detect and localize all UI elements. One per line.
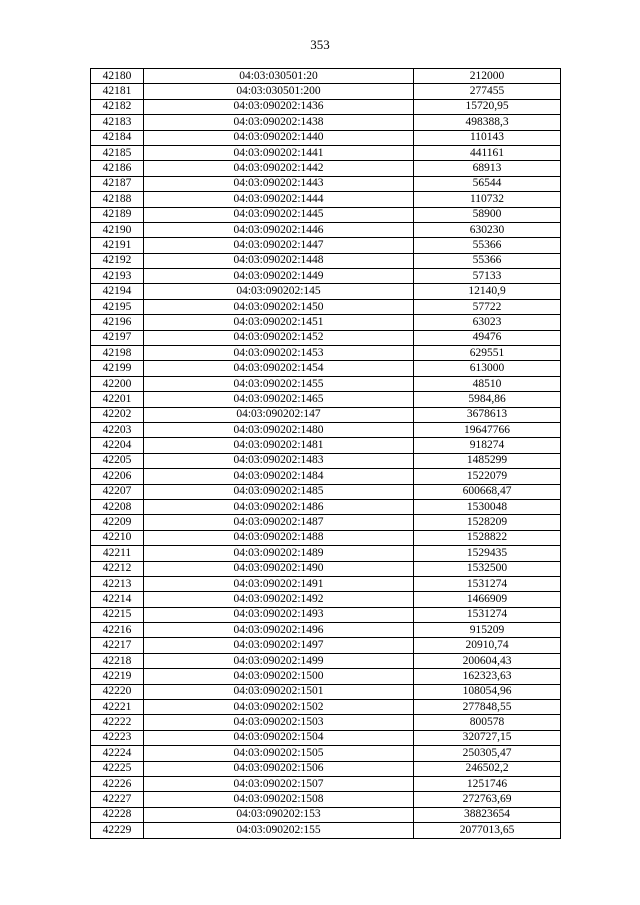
value-cell: 110143 (414, 130, 561, 145)
row-number-cell: 42195 (91, 299, 144, 314)
cadastral-number-cell: 04:03:090202:1501 (144, 684, 414, 699)
row-number-cell: 42182 (91, 99, 144, 114)
value-cell: 1528822 (414, 530, 561, 545)
cadastral-number-cell: 04:03:090202:1491 (144, 576, 414, 591)
value-cell: 1531274 (414, 607, 561, 622)
table-row (91, 299, 561, 314)
table-row (91, 192, 561, 207)
value-cell: 1532500 (414, 561, 561, 576)
row-number-cell: 42219 (91, 669, 144, 684)
row-number-cell: 42220 (91, 684, 144, 699)
value-cell: 2077013,65 (414, 823, 561, 838)
row-number-cell: 42222 (91, 715, 144, 730)
value-cell: 55366 (414, 253, 561, 268)
cadastral-number-cell: 04:03:090202:1489 (144, 546, 414, 561)
table-row (91, 638, 561, 653)
cadastral-number-cell: 04:03:090202:1503 (144, 715, 414, 730)
cadastral-number-cell: 04:03:090202:1448 (144, 253, 414, 268)
table-row (91, 376, 561, 391)
cadastral-number-cell: 04:03:090202:1446 (144, 222, 414, 237)
row-number-cell: 42194 (91, 284, 144, 299)
table-row (91, 592, 561, 607)
table-row (91, 623, 561, 638)
value-cell: 162323,63 (414, 669, 561, 684)
row-number-cell: 42191 (91, 238, 144, 253)
cadastral-number-cell: 04:03:090202:1502 (144, 700, 414, 715)
register-table-body (91, 69, 561, 839)
table-row (91, 253, 561, 268)
row-number-cell: 42197 (91, 330, 144, 345)
table-row (91, 238, 561, 253)
value-cell: 1528209 (414, 515, 561, 530)
row-number-cell: 42207 (91, 484, 144, 499)
table-row (91, 607, 561, 622)
value-cell: 212000 (414, 69, 561, 84)
row-number-cell: 42210 (91, 530, 144, 545)
value-cell: 63023 (414, 315, 561, 330)
row-number-cell: 42196 (91, 315, 144, 330)
table-row (91, 515, 561, 530)
row-number-cell: 42187 (91, 176, 144, 191)
value-cell: 441161 (414, 145, 561, 160)
cadastral-number-cell: 04:03:090202:1440 (144, 130, 414, 145)
table-row (91, 823, 561, 838)
value-cell: 800578 (414, 715, 561, 730)
table-row (91, 561, 561, 576)
value-cell: 1485299 (414, 453, 561, 468)
table-row (91, 453, 561, 468)
cadastral-number-cell: 04:03:090202:1487 (144, 515, 414, 530)
value-cell: 48510 (414, 376, 561, 391)
cadastral-number-cell: 04:03:030501:200 (144, 84, 414, 99)
row-number-cell: 42201 (91, 392, 144, 407)
value-cell: 15720,95 (414, 99, 561, 114)
table-row (91, 669, 561, 684)
value-cell: 68913 (414, 161, 561, 176)
value-cell: 918274 (414, 438, 561, 453)
row-number-cell: 42208 (91, 499, 144, 514)
row-number-cell: 42193 (91, 269, 144, 284)
cadastral-number-cell: 04:03:090202:1492 (144, 592, 414, 607)
cadastral-number-cell: 04:03:090202:1450 (144, 299, 414, 314)
value-cell: 1522079 (414, 469, 561, 484)
row-number-cell: 42223 (91, 730, 144, 745)
table-row (91, 176, 561, 191)
value-cell: 1529435 (414, 546, 561, 561)
row-number-cell: 42189 (91, 207, 144, 222)
value-cell: 110732 (414, 192, 561, 207)
value-cell: 49476 (414, 330, 561, 345)
value-cell: 613000 (414, 361, 561, 376)
table-row (91, 546, 561, 561)
cadastral-number-cell: 04:03:090202:1506 (144, 761, 414, 776)
table-row (91, 422, 561, 437)
row-number-cell: 42202 (91, 407, 144, 422)
value-cell: 12140,9 (414, 284, 561, 299)
cadastral-number-cell: 04:03:090202:1488 (144, 530, 414, 545)
value-cell: 55366 (414, 238, 561, 253)
cadastral-number-cell: 04:03:090202:1493 (144, 607, 414, 622)
cadastral-number-cell: 04:03:090202:1443 (144, 176, 414, 191)
row-number-cell: 42213 (91, 576, 144, 591)
cadastral-number-cell: 04:03:090202:147 (144, 407, 414, 422)
value-cell: 1530048 (414, 499, 561, 514)
cadastral-number-cell: 04:03:090202:1465 (144, 392, 414, 407)
table-row (91, 746, 561, 761)
cadastral-number-cell: 04:03:090202:1499 (144, 653, 414, 668)
row-number-cell: 42224 (91, 746, 144, 761)
value-cell: 19647766 (414, 422, 561, 437)
value-cell: 3678613 (414, 407, 561, 422)
row-number-cell: 42226 (91, 776, 144, 791)
cadastral-number-cell: 04:03:090202:153 (144, 807, 414, 822)
cadastral-number-cell: 04:03:090202:1505 (144, 746, 414, 761)
value-cell: 1466909 (414, 592, 561, 607)
cadastral-number-cell: 04:03:090202:1455 (144, 376, 414, 391)
cadastral-number-cell: 04:03:090202:1444 (144, 192, 414, 207)
cadastral-number-cell: 04:03:090202:1454 (144, 361, 414, 376)
cadastral-number-cell: 04:03:090202:1484 (144, 469, 414, 484)
value-cell: 20910,74 (414, 638, 561, 653)
cadastral-number-cell: 04:03:090202:1486 (144, 499, 414, 514)
register-table (90, 68, 561, 839)
cadastral-number-cell: 04:03:090202:1452 (144, 330, 414, 345)
table-row (91, 653, 561, 668)
table-row (91, 346, 561, 361)
row-number-cell: 42214 (91, 592, 144, 607)
value-cell: 915209 (414, 623, 561, 638)
value-cell: 629551 (414, 346, 561, 361)
row-number-cell: 42227 (91, 792, 144, 807)
row-number-cell: 42181 (91, 84, 144, 99)
row-number-cell: 42190 (91, 222, 144, 237)
cadastral-number-cell: 04:03:090202:1485 (144, 484, 414, 499)
cadastral-number-cell: 04:03:090202:1441 (144, 145, 414, 160)
row-number-cell: 42185 (91, 145, 144, 160)
table-row (91, 392, 561, 407)
value-cell: 630230 (414, 222, 561, 237)
value-cell: 277455 (414, 84, 561, 99)
row-number-cell: 42204 (91, 438, 144, 453)
cadastral-number-cell: 04:03:090202:145 (144, 284, 414, 299)
table-row (91, 407, 561, 422)
row-number-cell: 42184 (91, 130, 144, 145)
cadastral-number-cell: 04:03:090202:1480 (144, 422, 414, 437)
cadastral-number-cell: 04:03:090202:1453 (144, 346, 414, 361)
cadastral-number-cell: 04:03:090202:1497 (144, 638, 414, 653)
value-cell: 38823654 (414, 807, 561, 822)
value-cell: 56544 (414, 176, 561, 191)
table-row (91, 576, 561, 591)
table-row (91, 115, 561, 130)
table-row (91, 222, 561, 237)
table-row (91, 315, 561, 330)
row-number-cell: 42221 (91, 700, 144, 715)
value-cell: 5984,86 (414, 392, 561, 407)
value-cell: 498388,3 (414, 115, 561, 130)
table-row (91, 330, 561, 345)
value-cell: 320727,15 (414, 730, 561, 745)
table-row (91, 99, 561, 114)
table-row (91, 484, 561, 499)
table-row (91, 807, 561, 822)
cadastral-number-cell: 04:03:090202:1504 (144, 730, 414, 745)
cadastral-number-cell: 04:03:090202:1438 (144, 115, 414, 130)
table-row (91, 700, 561, 715)
table-row (91, 269, 561, 284)
row-number-cell: 42199 (91, 361, 144, 376)
cadastral-number-cell: 04:03:090202:1445 (144, 207, 414, 222)
cadastral-number-cell: 04:03:090202:1490 (144, 561, 414, 576)
value-cell: 108054,96 (414, 684, 561, 699)
table-row (91, 469, 561, 484)
table-row (91, 69, 561, 84)
row-number-cell: 42215 (91, 607, 144, 622)
value-cell: 246502,2 (414, 761, 561, 776)
row-number-cell: 42212 (91, 561, 144, 576)
row-number-cell: 42192 (91, 253, 144, 268)
cadastral-number-cell: 04:03:090202:1508 (144, 792, 414, 807)
cadastral-number-cell: 04:03:090202:1449 (144, 269, 414, 284)
row-number-cell: 42217 (91, 638, 144, 653)
table-row (91, 84, 561, 99)
value-cell: 600668,47 (414, 484, 561, 499)
table-row (91, 361, 561, 376)
cadastral-number-cell: 04:03:090202:1500 (144, 669, 414, 684)
value-cell: 250305,47 (414, 746, 561, 761)
cadastral-number-cell: 04:03:090202:155 (144, 823, 414, 838)
cadastral-number-cell: 04:03:090202:1483 (144, 453, 414, 468)
table-row (91, 792, 561, 807)
cadastral-number-cell: 04:03:090202:1481 (144, 438, 414, 453)
row-number-cell: 42225 (91, 761, 144, 776)
row-number-cell: 42186 (91, 161, 144, 176)
row-number-cell: 42198 (91, 346, 144, 361)
row-number-cell: 42206 (91, 469, 144, 484)
row-number-cell: 42216 (91, 623, 144, 638)
table-row (91, 776, 561, 791)
value-cell: 277848,55 (414, 700, 561, 715)
table-row (91, 761, 561, 776)
cadastral-number-cell: 04:03:090202:1447 (144, 238, 414, 253)
table-row (91, 284, 561, 299)
row-number-cell: 42203 (91, 422, 144, 437)
cadastral-number-cell: 04:03:090202:1507 (144, 776, 414, 791)
value-cell: 58900 (414, 207, 561, 222)
table-row (91, 207, 561, 222)
row-number-cell: 42183 (91, 115, 144, 130)
row-number-cell: 42188 (91, 192, 144, 207)
table-row (91, 684, 561, 699)
table-row (91, 438, 561, 453)
cadastral-number-cell: 04:03:090202:1496 (144, 623, 414, 638)
table-row (91, 715, 561, 730)
table-row (91, 730, 561, 745)
table-row (91, 145, 561, 160)
value-cell: 1531274 (414, 576, 561, 591)
row-number-cell: 42209 (91, 515, 144, 530)
value-cell: 272763,69 (414, 792, 561, 807)
value-cell: 200604,43 (414, 653, 561, 668)
table-row (91, 161, 561, 176)
table-row (91, 499, 561, 514)
value-cell: 57722 (414, 299, 561, 314)
row-number-cell: 42200 (91, 376, 144, 391)
table-row (91, 530, 561, 545)
row-number-cell: 42218 (91, 653, 144, 668)
value-cell: 57133 (414, 269, 561, 284)
row-number-cell: 42229 (91, 823, 144, 838)
row-number-cell: 42228 (91, 807, 144, 822)
cadastral-number-cell: 04:03:090202:1451 (144, 315, 414, 330)
page-number: 353 (310, 37, 330, 52)
cadastral-number-cell: 04:03:030501:20 (144, 69, 414, 84)
row-number-cell: 42180 (91, 69, 144, 84)
value-cell: 1251746 (414, 776, 561, 791)
row-number-cell: 42211 (91, 546, 144, 561)
cadastral-number-cell: 04:03:090202:1442 (144, 161, 414, 176)
table-row (91, 130, 561, 145)
cadastral-number-cell: 04:03:090202:1436 (144, 99, 414, 114)
row-number-cell: 42205 (91, 453, 144, 468)
